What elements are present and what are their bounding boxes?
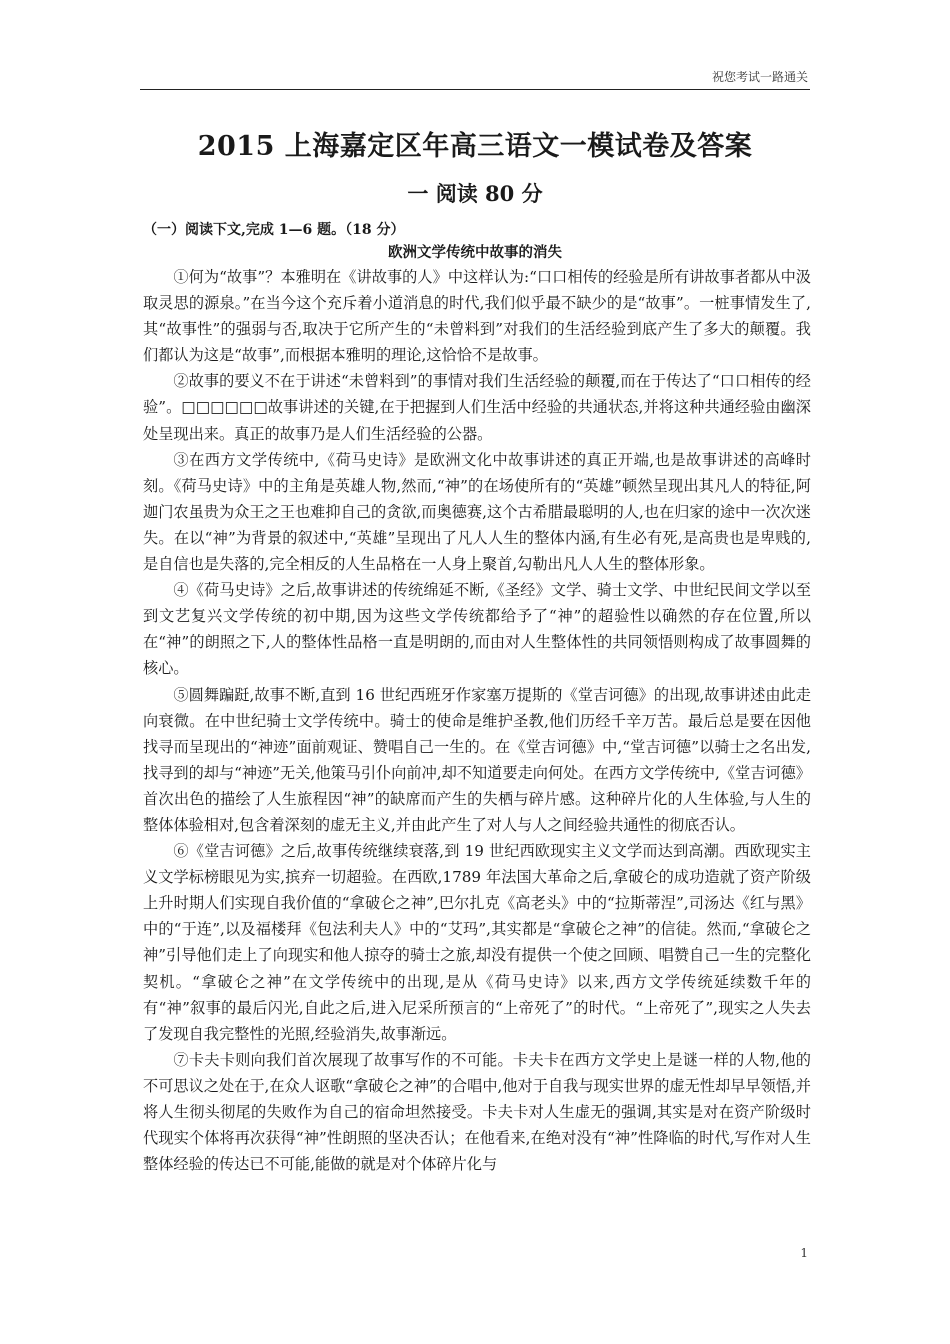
paragraph-2: ②故事的要义不在于讲述“未曾料到”的事情对我们生活经验的颠覆,而在于传达了“口口相传的经验”。□□□□□□故事讲述的关键,在于把握到人们生活中经验的共通状态,并将这种共通经验由幽深处呈现出来。真正的故事乃是人们生活经验的公器。 [143,372,811,443]
paragraph-7: ⑦卡夫卡则向我们首次展现了故事写作的不可能。卡夫卡在西方文学史上是谜一样的人物,他的不可思议之处在于,在众人讴歌“拿破仑之神”的合唱中,他对于自我与现实世界的虚无性却早早领悟,并将人生彻头彻尾的失败作为自己的宿命坦然接受。卡夫卡对人生虚无的强调,其实是对在资产阶级时代现实个体将再次获得“神”性朗照的坚决否认；在他看来,在绝对没有“神”性降临的时代,写作对人生整体经验的传达已不可能,能做的就是对个体碎片化与 [143,1050,811,1174]
header-divider [140,89,810,90]
article-body [143,264,811,1177]
document-title: 2015 上海嘉定区年高三语文一模试卷及答案 [197,131,753,162]
paragraph-3: ③在西方文学传统中,《荷马史诗》是欧洲文化中故事讲述的真正开端,也是故事讲述的高峰时刻。《荷马史诗》中的主角是英雄人物,然而,“神”的在场使所有的“英雄”顿然呈现出其凡人的特征,阿迦门农虽贵为众王之王也难抑自己的贪欲,而奥德赛,这个古希腊最聪明的人,也在归家的途中一次次迷失。在以“神”为背景的叙述中,“英雄”呈现出了凡人人生的整体内涵,有生必有死,是高贵也是卑贱的,是自信也是失落的,完全相反的人生品格在一人身上聚首,勾勒出凡人人生的整体形象。 [143,450,811,574]
header-note: 祝您考试一路通关 [711,70,808,84]
paragraph-1: ①何为“故事”？本雅明在《讲故事的人》中这样认为:“口口相传的经验是所有讲故事者都从中汲取灵思的源泉。”在当今这个充斥着小道消息的时代,我们似乎最不缺少的是“故事”。一桩事情发生了,其“故事性”的强弱与否,取决于它所产生的“未曾料到”对我们的生活经验到底产生了多大的颠覆。我们都认为这是“故事”,而根据本雅明的理论,这恰恰不是故事。 [143,268,811,365]
section-heading: 一 阅读 80 分 [407,181,543,206]
paragraph-6: ⑥《堂吉诃德》之后,故事传统继续衰落,到 19 世纪西欧现实主义文学而达到高潮。西欧现实主义文学标榜眼见为实,摈弃一切超验。在西欧,1789 年法国大革命之后,拿破仑的成功造就了资产阶级上升时期人们实现自我价值的“拿破仑之神”,巴尔扎克《高老头》中的“拉斯蒂涅”,司汤达《红与黑》中的“于连”,以及福楼拜《包法利夫人》中的“艾玛”,其实都是“拿破仑之神”的信徒。然而,“拿破仑之神”引导他们走上了向现实和他人掠夺的骑士之旅,却没有提供一个使之回顾、唱赞自己一生的完整化契机。“拿破仑之神”在文学传统中的出现,是从《荷马史诗》以来,西方文学传统延续数千年的有“神”叙事的最后闪光,自此之后,进入尼采所预言的“上帝死了”的时代。“上帝死了”,现实之人失去了发现自我完整性的光照,经验消失,故事渐远。 [143,842,811,1043]
paragraph-5: ⑤圆舞蹁跹,故事不断,直到 16 世纪西班牙作家塞万提斯的《堂吉诃德》的出现,故事讲述由此走向衰微。在中世纪骑士文学传统中。骑士的使命是维护圣教,他们历经千辛万苦。最后总是要在因他找寻而呈现出的“神迹”面前观证、赞唱自己一生的。在《堂吉诃德》中,“堂吉诃德”以骑士之名出发,找寻到的却与“神迹”无关,他策马引仆向前冲,却不知道要走向何处。在西方文学传统中,《堂吉诃德》首次出色的描绘了人生旅程因“神”的缺席而产生的失栖与碎片感。这种碎片化的人生体验,与人生的整体体验相对,包含着深刻的虚无主义,并由此产生了对人与人之间经验共通性的彻底否认。 [143,685,811,834]
paragraph-4: ④《荷马史诗》之后,故事讲述的传统绵延不断,《圣经》文学、骑士文学、中世纪民间文学以至到文艺复兴文学传统的初中期,因为这些文学传统都给予了“神”的超验性以确然的存在位置,所以在“神”的朗照之下,人的整体性品格一直是明朗的,而由对人生整体性的共同领悟则构成了故事圆舞的核心。 [143,581,811,678]
article-title: 欧洲文学传统中故事的消失 [388,244,562,261]
question-intro: （一）阅读下文,完成 1—6 题。（18 分） [143,222,405,238]
page-number: 1 [800,1246,808,1260]
